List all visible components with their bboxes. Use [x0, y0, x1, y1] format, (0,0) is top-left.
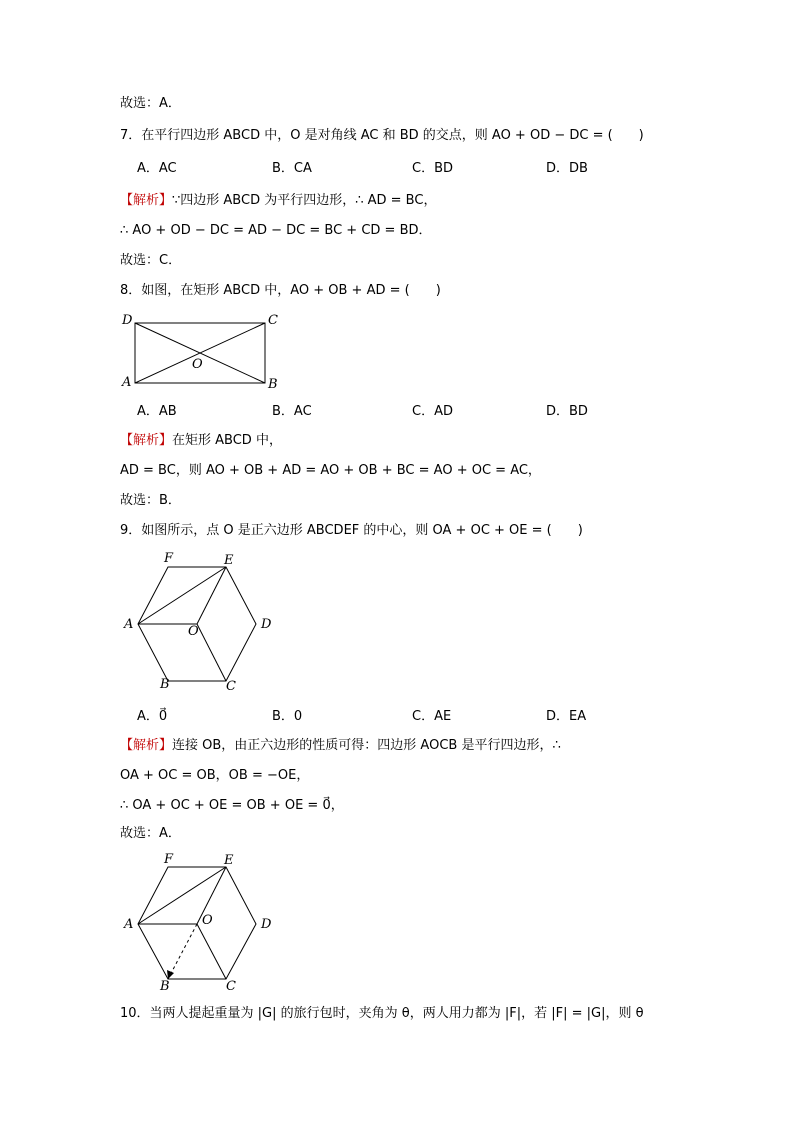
q9-hexagon-figure — [120, 548, 280, 693]
q8-option-a: A．AB — [137, 404, 177, 419]
q8-label-c: C — [268, 313, 278, 328]
q9-solution-line-3: ∴ OA + OC + OE = OB + OE = 0⃗， — [120, 798, 344, 813]
q8-solution-line-1 — [120, 432, 282, 450]
q9-stem: 9．如图所示，点 O 是正六边形 ABCDEF 的中心，则 OA + OC + OE = ( ) — [120, 523, 583, 538]
q9-option-d: D．EA — [546, 709, 587, 724]
q9-solution-line-1 — [120, 737, 561, 755]
q7-stem: 7．在平行四边形 ABCD 中，O 是对角线 AC 和 BD 的交点，则 AO + OD − DC = ( ) — [120, 128, 644, 143]
q8-answer: 故选：B． — [120, 493, 181, 508]
q9-label-o: O — [188, 624, 199, 639]
q10-stem: 10．当两人提起重量为 |G| 的旅行包时，夹角为 θ，两人用力都为 |F|，若 |F| = |G|，则 θ — [120, 1006, 644, 1021]
q8-rectangle-figure — [118, 308, 288, 396]
q9-solution-label-d: D — [261, 917, 272, 932]
q9-label-c: C — [226, 679, 236, 693]
q8-option-b: B．AC — [272, 404, 312, 419]
q9-option-b: B．0 — [272, 709, 303, 724]
q9-segment-oc — [197, 624, 226, 681]
q9-solution-tag: 【解析】 — [120, 738, 173, 753]
q8-solution-tag: 【解析】 — [120, 433, 173, 448]
q9-label-f: F — [164, 551, 174, 566]
q7-solution-tag: 【解析】 — [120, 193, 173, 208]
q8-label-b: B — [268, 377, 278, 392]
q7-solution-text-1: ∵四边形 ABCD 为平行四边形，∴ AD = BC， — [172, 193, 437, 208]
q8-label-d: D — [122, 313, 133, 328]
q9-option-c: C．AE — [412, 709, 452, 724]
q8-solution-line-2: AD = BC，则 AO + OB + AD = AO + OB + BC = AO + OC = AC， — [120, 463, 541, 478]
q8-solution-text-1: 在矩形 ABCD 中， — [172, 433, 282, 448]
q8-option-d: D．BD — [546, 404, 588, 419]
q7-option-b: B．CA — [272, 161, 312, 176]
q9-label-e: E — [224, 553, 234, 568]
q9-solution-label-f: F — [164, 852, 174, 867]
q9-solution-segment-ae — [138, 867, 226, 924]
q9-solution-line-2: OA + OC = OB，OB = −OE， — [120, 768, 310, 783]
q7-option-a: A．AC — [137, 161, 177, 176]
q7-option-c: C．BD — [412, 161, 454, 176]
q7-option-d: D．DB — [546, 161, 588, 176]
q9-solution-text-1: 连接 OB，由正六边形的性质可得：四边形 AOCB 是平行四边形，∴ — [172, 738, 561, 753]
q7-solution-line-1 — [120, 192, 436, 210]
q9-solution-label-o: O — [202, 913, 213, 928]
q8-label-o: O — [192, 357, 203, 372]
q8-label-a: A — [122, 375, 132, 390]
q8-stem: 8．如图，在矩形 ABCD 中，AO + OB + AD = ( ) — [120, 283, 441, 298]
q9-label-d: D — [261, 617, 272, 632]
q9-solution-label-a: A — [124, 917, 134, 932]
q9-answer: 故选：A． — [120, 826, 181, 841]
q9-segment-ae — [138, 567, 226, 624]
q9-solution-segment-oc — [197, 924, 226, 979]
q6-answer: 故选：A． — [120, 96, 181, 111]
q9-label-b: B — [160, 677, 170, 692]
q9-solution-label-c: C — [226, 979, 236, 994]
q7-answer: 故选：C． — [120, 253, 182, 268]
q9-option-a: A．0⃗ — [137, 709, 168, 724]
q9-solution-figure — [120, 850, 280, 995]
q9-solution-label-e: E — [224, 853, 234, 868]
q9-solution-label-b: B — [160, 979, 170, 994]
q9-solution-dashed-ob — [168, 924, 197, 979]
q9-segment-oe — [197, 567, 226, 624]
q9-solution-arrowhead — [167, 970, 174, 979]
q9-label-a: A — [124, 617, 134, 632]
q8-option-c: C．AD — [412, 404, 453, 419]
q7-solution-line-2: ∴ AO + OD − DC = AD − DC = BC + CD = BD． — [120, 223, 432, 238]
